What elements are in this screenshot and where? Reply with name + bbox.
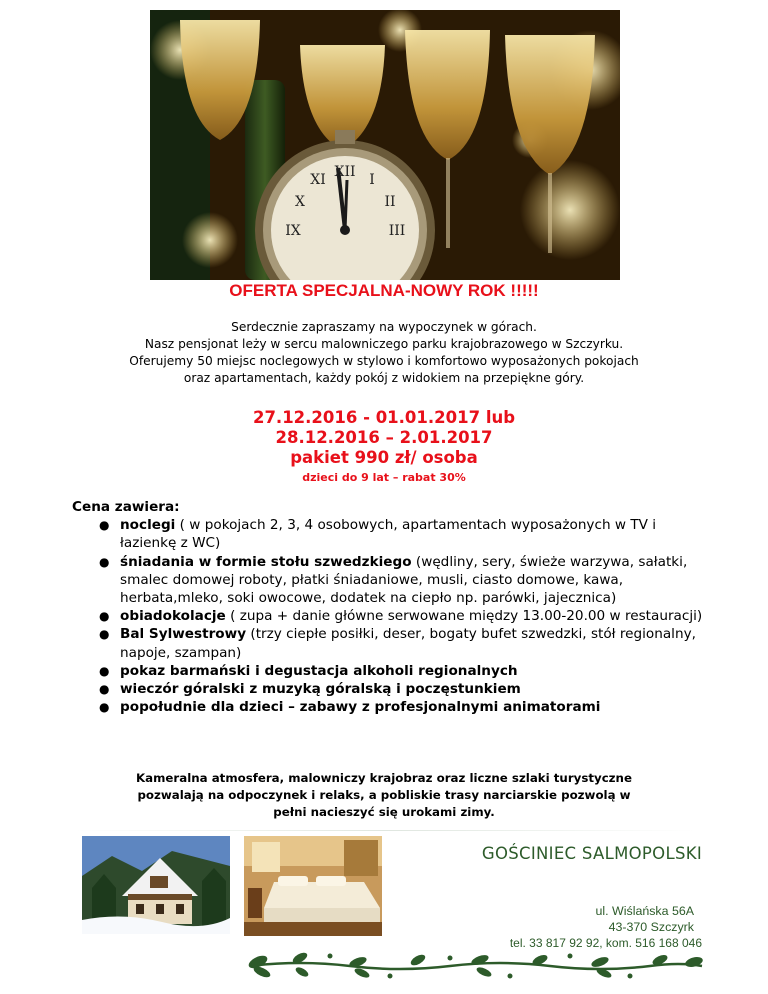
bullet-icon: ● (99, 682, 110, 697)
hero-champagne-clock-photo (150, 10, 620, 280)
intro-line: Serdecznie zapraszamy na wypoczynek w górach. (231, 320, 537, 334)
package-price: pakiet 990 zł/ osoba (290, 448, 478, 467)
item-title: popołudnie dla dzieci – zabawy z profesjonalnymi animatorami (120, 699, 601, 716)
guesthouse-name: GOŚCINIEC SALMOPOLSKI (481, 844, 702, 863)
bullet-icon: ● (99, 554, 110, 569)
item-title: pokaz barmański i degustacja alkoholi regionalnych (120, 662, 518, 679)
item-detail: (wędliny, sery, świeże warzywa, sałatki, smalec domowej roboty, płatki śniadaniowe, musli, ciasto domowe, kawa, herbata,mleko, soki owocowe, dodatek na ciepło np. parówki, jajecznica) (120, 553, 688, 607)
svg-text:I: I (369, 172, 375, 188)
closing-line: pozwalają na odpoczynek i relaks, a pobliskie trasy narciarskie pozwolą w (137, 788, 631, 802)
svg-text:XI: XI (310, 172, 326, 188)
item-detail: ( zupa + danie główne serwowane między 13.00-20.00 w restauracji) (225, 608, 703, 625)
item-title: Bal Sylwestrowy (120, 626, 247, 643)
intro-line: Oferujemy 50 miejsc noclegowych w stylowo i komfortowo wyposażonych pokojach (129, 354, 639, 368)
item-title: noclegi (120, 517, 176, 534)
bullet-icon: ● (99, 700, 110, 715)
date-range-2: 28.12.2016 – 2.01.2017 (275, 428, 493, 447)
list-item (99, 625, 712, 661)
intro-line: oraz apartamentach, każdy pokój z widokiem na przepiękne góry. (183, 371, 585, 385)
child-discount: dzieci do 9 lat – rabat 30% (302, 471, 466, 484)
closing-line: Kameralna atmosfera, malowniczy krajobraz oraz liczne szlaki turystyczne (136, 771, 632, 785)
item-title: obiadokolacje (120, 608, 226, 625)
svg-text:II: II (384, 194, 396, 210)
bullet-icon: ● (99, 518, 110, 533)
list-item (99, 607, 712, 625)
bullet-icon: ● (99, 627, 110, 642)
price-includes-section (72, 498, 712, 716)
list-item (99, 516, 712, 552)
hotel-room-photo (244, 836, 382, 936)
item-detail: (trzy ciepłe posiłki, deser, bogaty bufet szwedzki, stół regionalny, napoje, szampan) (120, 626, 696, 661)
bullet-icon: ● (99, 609, 110, 624)
price-includes-heading: Cena zawiera: (72, 499, 180, 515)
guesthouse-winter-photo (82, 836, 230, 934)
item-title: wieczór góralski z muzyką góralską i poczęstunkiem (120, 681, 521, 698)
item-detail: ( w pokojach 2, 3, 4 osobowych, apartamentach wyposażonych w TV i łazienkę z WC) (120, 517, 657, 552)
svg-text:XII: XII (334, 164, 356, 180)
closing-text (0, 770, 768, 821)
bullet-icon: ● (99, 663, 110, 678)
offer-title: OFERTA SPECJALNA-NOWY ROK !!!!! (229, 281, 539, 300)
svg-text:III: III (388, 223, 406, 239)
footer-divider (75, 830, 695, 831)
item-title: śniadania w formie stołu szwedzkiego (120, 553, 412, 570)
svg-text:IX: IX (285, 223, 301, 239)
svg-text:X: X (295, 194, 305, 210)
list-item (99, 553, 712, 608)
date-range-1: 27.12.2016 - 01.01.2017 lub (252, 408, 516, 427)
list-item (99, 680, 712, 698)
price-includes-list (72, 516, 712, 716)
intro-line: Nasz pensjonat leży w sercu malowniczego parku krajobrazowego w Szczyrku. (144, 337, 624, 351)
address-street: ul. Wiślańska 56A (595, 904, 694, 918)
list-item (99, 698, 712, 716)
closing-line: pełni nacieszyć się urokami zimy. (273, 805, 495, 819)
offer-dates (0, 408, 768, 468)
leaf-ornament-icon (240, 936, 710, 990)
list-item (99, 662, 712, 680)
intro-text (0, 319, 768, 387)
contact-phone: tel. 33 817 92 92, kom. 516 168 046 (509, 936, 702, 950)
address-city: 43-370 Szczyrk (608, 920, 694, 934)
